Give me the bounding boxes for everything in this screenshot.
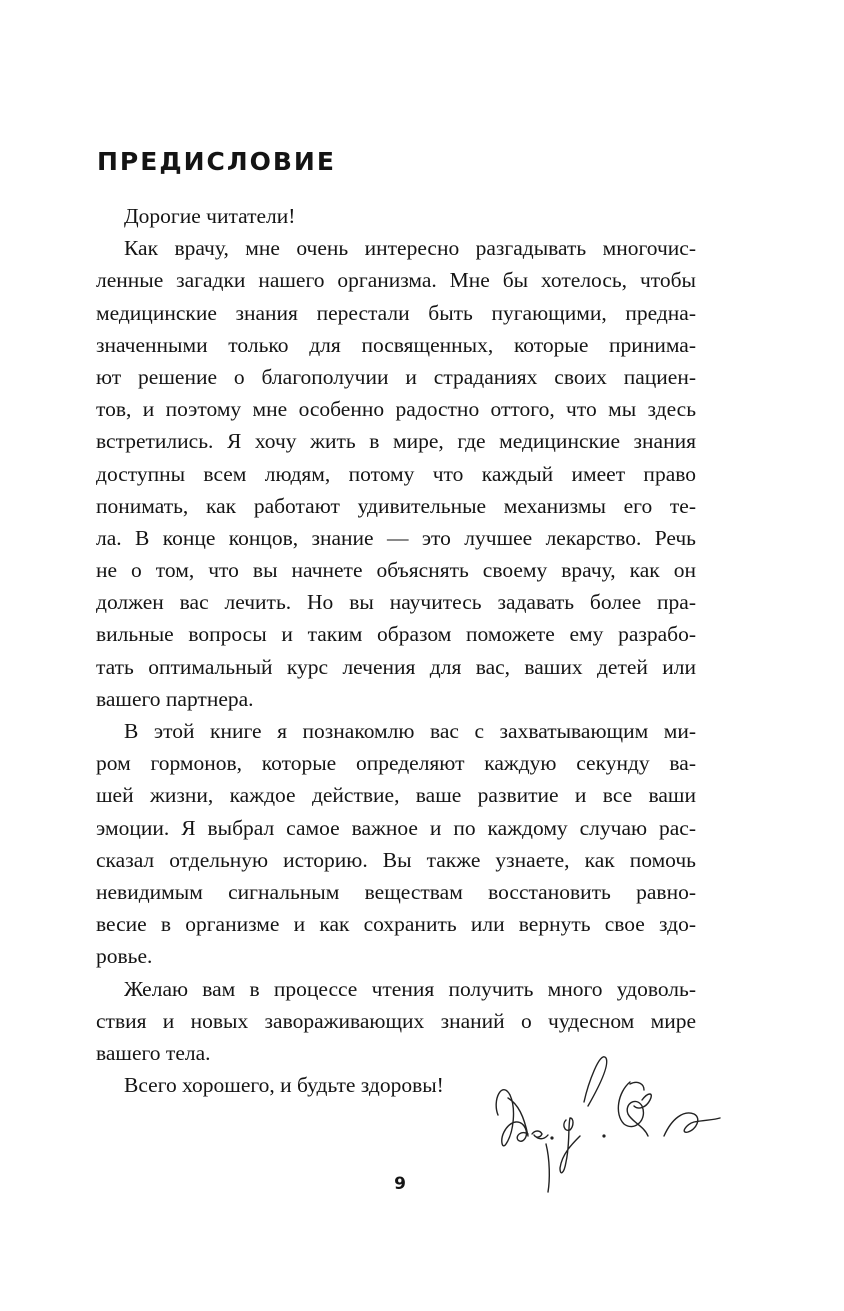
text-line: вильные вопросы и таким образом поможете ему разрабо-	[96, 622, 696, 647]
text-line: ровье.	[96, 944, 153, 969]
text-line: тать оптимальный курс лечения для вас, ваших детей или	[96, 654, 696, 679]
text-line: ром гормонов, которые определяют каждую секунду ва-	[96, 751, 696, 776]
text-line: значенными только для посвященных, которые принима-	[96, 332, 696, 357]
text-line: весие в организме и как сохранить или вернуть свое здо-	[96, 912, 696, 937]
text-line: ла. В конце концов, знание — это лучшее лекарство. Речь	[96, 525, 696, 550]
text-line: ют решение о благополучии и страданиях своих пациен-	[96, 364, 696, 389]
text-line: невидимым сигнальным веществам восстановить равно-	[96, 879, 696, 904]
text-line: эмоции. Я выбрал самое важное и по каждому случаю рас-	[96, 815, 696, 840]
page-number: 9	[394, 1174, 406, 1194]
text-line: понимать, как работают удивительные механизмы его те-	[96, 493, 696, 518]
author-signature	[488, 1040, 738, 1200]
text-line: шей жизни, каждое действие, ваше развитие и все ваши	[96, 783, 696, 808]
text-line: ленные загадки нашего организма. Мне бы хотелось, чтобы	[96, 268, 696, 293]
text-line: должен вас лечить. Но вы научитесь задавать более пра-	[96, 590, 696, 615]
text-line: Всего хорошего, и будьте здоровы!	[124, 1073, 444, 1098]
text-line: тов, и поэтому мне особенно радостно оттого, что мы здесь	[96, 397, 696, 422]
text-line: вашего партнера.	[96, 686, 254, 711]
text-line: Дорогие читатели!	[124, 204, 296, 228]
text-line: вашего тела.	[96, 1040, 211, 1065]
text-line: медицинские знания перестали быть пугающими, предна-	[96, 300, 696, 325]
text-line: встретились. Я хочу жить в мире, где медицинские знания	[96, 429, 696, 454]
text-line: ствия и новых завораживающих знаний о чудесном мире	[96, 1008, 696, 1033]
text-line: доступны всем людям, потому что каждый имеет право	[96, 461, 696, 486]
text-line: сказал отдельную историю. Вы также узнаете, как помочь	[96, 847, 696, 872]
text-line: не о том, что вы начнете объяснять своему врачу, как он	[96, 558, 696, 583]
text-line: Как врачу, мне очень интересно разгадывать многочис-	[124, 236, 696, 261]
chapter-heading: ПРЕДИСЛОВИЕ	[97, 147, 336, 176]
text-line: В этой книге я познакомлю вас с захватывающим ми-	[124, 719, 696, 743]
preface-body	[96, 200, 696, 1101]
text-line: Желаю вам в процессе чтения получить много удоволь-	[124, 976, 696, 1001]
